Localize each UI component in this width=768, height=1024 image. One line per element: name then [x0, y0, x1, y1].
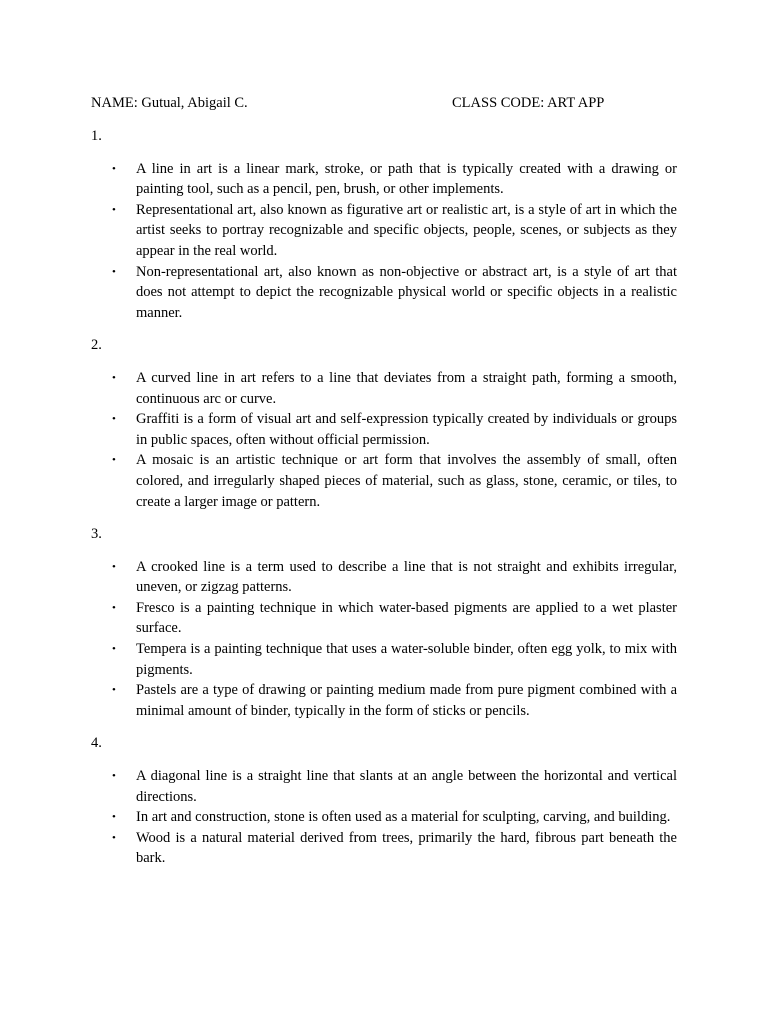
list-item-text: A line in art is a linear mark, stroke, or path that is typically created with a drawing or painting tool, such as a pencil, pen, brush, or other implements.	[136, 160, 677, 198]
section-3	[91, 524, 677, 721]
list-item-text: A mosaic is an artistic technique or art form that involves the assembly of small, often colored, and irregularly shaped pieces of material, such as glass, stone, ceramic, or tiles, to create a larger image or pattern.	[136, 452, 677, 510]
bullet-list	[91, 159, 677, 324]
list-item	[91, 807, 677, 828]
section-number: 2.	[91, 337, 102, 354]
list-item	[91, 766, 677, 807]
bullet-icon: •	[112, 811, 116, 824]
list-item	[91, 368, 677, 409]
list-item	[91, 639, 677, 680]
bullet-list	[91, 766, 677, 869]
bullet-icon: •	[112, 454, 116, 467]
list-item-text: Pastels are a type of drawing or painting medium made from pure pigment combined with a minimal amount of binder, typically in the form of sticks or pencils.	[136, 682, 677, 719]
list-item	[91, 159, 677, 200]
list-item-text: A diagonal line is a straight line that slants at an angle between the horizontal and vertical directions.	[136, 768, 677, 805]
bullet-list	[91, 557, 677, 722]
section-number: 4.	[91, 735, 102, 752]
student-name: NAME: Gutual, Abigail C.	[91, 95, 248, 111]
section-2	[91, 335, 677, 512]
bullet-icon: •	[112, 371, 116, 384]
bullet-icon: •	[112, 203, 116, 216]
document-body	[91, 126, 677, 881]
list-item-text: A curved line in art refers to a line that deviates from a straight path, forming a smooth, continuous arc or curve.	[136, 369, 677, 407]
bullet-icon: •	[112, 162, 116, 175]
list-item-text: Graffiti is a form of visual art and self-expression typically created by individuals or groups in public spaces, often without official permission.	[136, 411, 677, 448]
bullet-icon: •	[112, 560, 116, 573]
list-item-text: Wood is a natural material derived from trees, primarily the hard, fibrous part beneath the bark.	[136, 829, 677, 867]
bullet-icon: •	[112, 413, 116, 426]
bullet-list	[91, 368, 677, 512]
list-item	[91, 409, 677, 450]
section-4	[91, 733, 677, 869]
list-item-text: Fresco is a painting technique in which water-based pigments are applied to a wet plaster surface.	[136, 599, 677, 637]
list-item-text: Non-representational art, also known as non-objective or abstract art, is a style of art that does not attempt to depict the recognizable physical world or specific objects in a realistic manner.	[136, 263, 677, 321]
class-code: CLASS CODE: ART APP	[452, 95, 605, 111]
list-item	[91, 557, 677, 598]
list-item-text: Tempera is a painting technique that uses a water-soluble binder, often egg yolk, to mix with pigments.	[136, 641, 677, 678]
list-item	[91, 680, 677, 721]
list-item	[91, 262, 677, 324]
section-1	[91, 126, 677, 323]
section-number: 1.	[91, 128, 102, 144]
list-item-text: A crooked line is a term used to describe a line that is not straight and exhibits irregular, uneven, or zigzag patterns.	[136, 558, 677, 596]
list-item-text: Representational art, also known as figurative art or realistic art, is a style of art in which the artist seeks to portray recognizable and specific objects, people, scenes, or subjects as they appear in the real world.	[136, 201, 677, 259]
section-number: 3.	[91, 526, 102, 543]
document-header	[91, 93, 691, 113]
list-item	[91, 598, 677, 639]
bullet-icon: •	[112, 643, 116, 656]
bullet-icon: •	[112, 601, 116, 614]
list-item	[91, 450, 677, 512]
bullet-icon: •	[112, 684, 116, 697]
bullet-icon: •	[112, 265, 116, 278]
bullet-icon: •	[112, 770, 116, 783]
bullet-icon: •	[112, 831, 116, 844]
list-item	[91, 828, 677, 869]
list-item-text: In art and construction, stone is often used as a material for sculpting, carving, and building.	[136, 809, 671, 826]
list-item	[91, 200, 677, 262]
